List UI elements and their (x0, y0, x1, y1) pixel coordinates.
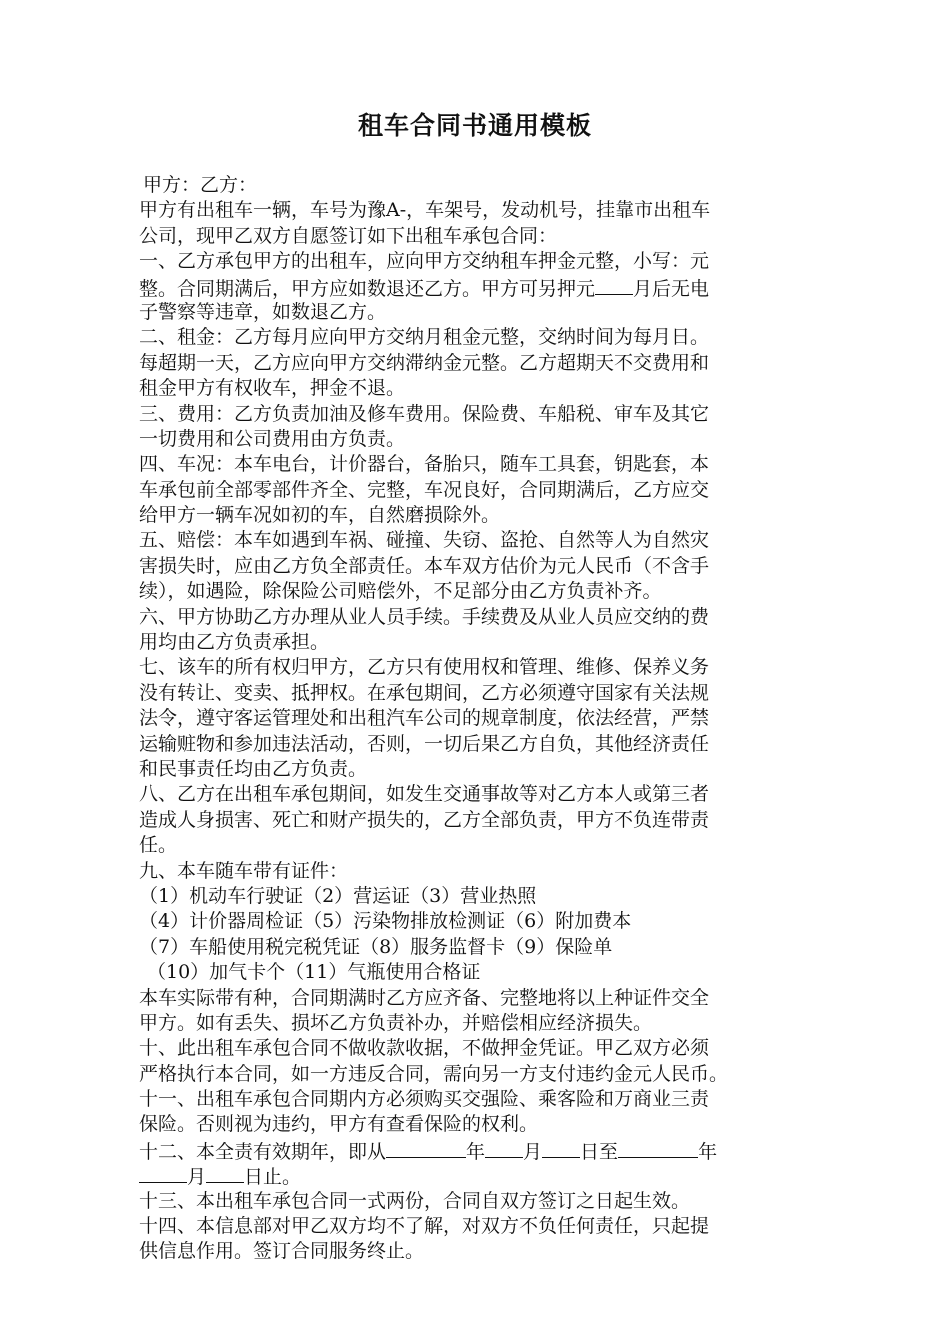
clause-11-line: 十一、出租车承包合同期内方必须购买交强险、乘客险和万商业三责 (139, 1088, 710, 1111)
clause-8-line: 造成人身损害、死亡和财产损失的，乙方全部负责，甲方不负连带责 (139, 808, 710, 831)
clause-12-line: 月 日止。 (139, 1163, 819, 1188)
clause-3-line: 三、费用：乙方负责加油及修车费用。保险费、车船税、审车及其它 (139, 402, 710, 425)
clause-5-line: 续），如遇险，除保险公司赔偿外，不足部分由乙方负责补齐。 (139, 580, 662, 603)
party-line: 甲方：乙方： (143, 174, 258, 196)
clause-5-line: 害损失时，应由乙方负全部责任。本车双方估价为元人民币（不含手 (139, 554, 710, 577)
contract-body (139, 173, 819, 1265)
blank-field (595, 275, 633, 295)
intro-line: 公司，现甲乙双方自愿签订如下出租车承包合同： (139, 224, 558, 247)
blank-field (386, 1138, 466, 1158)
blank-field (206, 1163, 244, 1183)
clause-9-line: 本车实际带有种，合同期满时乙方应齐备、完整地将以上种证件交全 (139, 986, 710, 1009)
clause-9-line: 九、本车随车带有证件： (139, 859, 349, 882)
clause-10-line: 严格执行本合同，如一方违反合同，需向另一方支付违约金元人民币。 (139, 1062, 729, 1085)
clause-9-line: 甲方。如有丢失、损坏乙方负责补办，并赔偿相应经济损失。 (139, 1011, 653, 1034)
clause-7-line: 没有转让、变卖、抵押权。在承包期间，乙方必须遵守国家有关法规 (139, 681, 710, 704)
clause-8-line: 八、乙方在出租车承包期间，如发生交通事故等对乙方本人或第三者 (139, 783, 710, 806)
clause-4-line: 四、车况：本车电台，计价器台，备胎只，随车工具套，钥匙套，本 (139, 453, 710, 476)
document-list-item: （4）计价器周检证（5）污染物排放检测证（6）附加费本 (139, 910, 632, 933)
blank-field (139, 1163, 187, 1183)
clause-4-line: 车承包前全部零部件齐全、完整，车况良好，合同期满后，乙方应交 (139, 478, 710, 501)
blank-field (485, 1138, 523, 1158)
clause-3-line: 一切费用和公司费用由方负责。 (139, 427, 406, 450)
clause-14-line: 供信息作用。签订合同服务终止。 (139, 1240, 425, 1263)
clause-11-line: 保险。否则视为违约，甲方有查看保险的权利。 (139, 1113, 539, 1136)
document-list-item: （1）机动车行驶证（2）营运证（3）营业热照 (139, 884, 537, 907)
clause-7-line: 和民事责任均由乙方负责。 (139, 757, 368, 780)
clause-1-line: 一、乙方承包甲方的出租车，应向甲方交纳租车押金元整，小写：元 (139, 250, 710, 273)
clause-5-line: 五、赔偿：本车如遇到车祸、碰撞、失窃、盗抢、自然等人为自然灾 (139, 529, 710, 552)
clause-6-line: 六、甲方协助乙方办理从业人员手续。手续费及从业人员应交纳的费 (139, 605, 710, 628)
clause-8-line: 任。 (139, 834, 178, 857)
clause-1-line: 子警察等违章，如数退乙方。 (139, 300, 387, 323)
blank-field (618, 1138, 698, 1158)
document-list-item: （7）车船使用税完税凭证（8）服务监督卡（9）保险单 (139, 935, 613, 958)
clause-2-line: 二、租金：乙方每月应向甲方交纳月租金元整，交纳时间为每月日。 (139, 326, 710, 349)
clause-6-line: 用均由乙方负责承担。 (139, 631, 330, 654)
clause-13-line: 十三、本出租车承包合同一式两份，合同自双方签订之日起生效。 (139, 1189, 691, 1212)
blank-field (542, 1138, 580, 1158)
clause-1-line: 整。合同期满后，甲方应如数退还乙方。甲方可另押元 月后无电 (139, 275, 819, 300)
document-title: 租车合同书通用模板 (357, 111, 592, 140)
clause-4-line: 给甲方一辆车况如初的车，自然磨损除外。 (139, 504, 501, 527)
clause-2-line: 每超期一天，乙方应向甲方交纳滞纳金元整。乙方超期天不交费用和 (139, 351, 710, 374)
intro-line: 甲方有出租车一辆，车号为豫A-，车架号，发动机号，挂靠市出租车 (139, 199, 711, 222)
document-list-item: （10）加气卡个（11）气瓶使用合格证 (147, 961, 481, 984)
clause-2-line: 租金甲方有权收车，押金不退。 (139, 377, 406, 400)
clause-7-line: 七、该车的所有权归甲方，乙方只有使用权和管理、维修、保养义务 (139, 656, 710, 679)
clause-12-line: 十二、本全责有效期年，即从 年 月 日至 年 (139, 1138, 819, 1163)
clause-14-line: 十四、本信息部对甲乙双方均不了解，对双方不负任何责任，只起提 (139, 1215, 710, 1238)
clause-7-line: 法令，遵守客运管理处和出租汽车公司的规章制度，依法经营，严禁 (139, 707, 710, 730)
clause-7-line: 运输赃物和参加违法活动，否则，一切后果乙方自负，其他经济责任 (139, 732, 710, 755)
clause-10-line: 十、此出租车承包合同不做收款收据，不做押金凭证。甲乙双方必须 (139, 1037, 710, 1060)
